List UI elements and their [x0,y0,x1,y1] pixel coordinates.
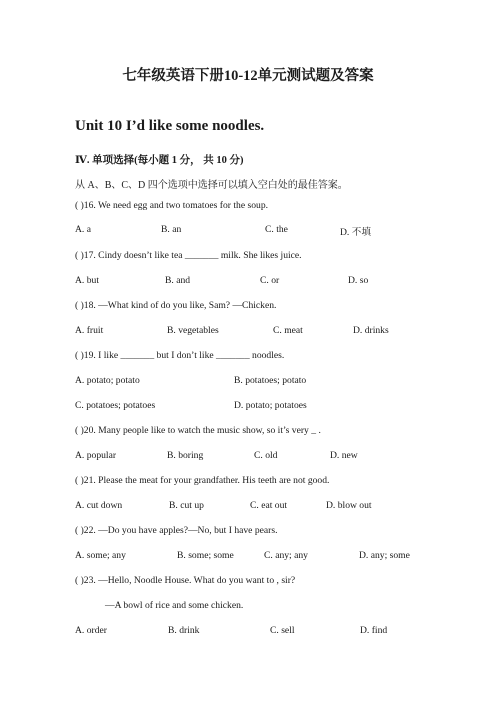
question-17-option-d: D. so [348,275,369,286]
instruction-text: 从 A、B、C、D 四个选项中选择可以填入空白处的最佳答案。 [75,180,348,191]
question-20-option-c: C. old [254,450,278,461]
question-19-option-d: D. potato; potatoes [234,400,307,411]
question-21-option-a: A. cut down [75,500,123,511]
question-22-option-c: C. any; any [264,550,308,561]
question-16-option-d: D. 不填 [340,227,371,238]
question-20-option-b: B. boring [167,450,204,461]
question-18-option-a: A. fruit [75,325,104,336]
question-17-option-b: B. and [165,275,191,286]
question-22-option-d: D. any; some [359,550,410,561]
question-17-option-c: C. or [260,275,280,286]
document-title: 七年级英语下册10-12单元测试题及答案 [122,68,374,84]
question-20-stem: ( )20. Many people like to watch the music show, so it’s very _ . [75,425,321,436]
question-22-option-a: A. some; any [75,550,126,561]
question-17-stem: ( )17. Cindy doesn’t like tea _______ milk. She likes juice. [75,250,302,261]
question-18-option-b: B. vegetables [167,325,219,336]
question-23-option-d: D. find [360,625,388,636]
question-18-stem: ( )18. —What kind of do you like, Sam? —Chicken. [75,300,277,311]
question-22-stem: ( )22. —Do you have apples?—No, but I have pears. [75,525,278,536]
question-16-option-a: A. a [75,224,91,235]
question-16-option-c: C. the [265,224,288,235]
question-18-option-d: D. drinks [353,325,389,336]
question-23-stem-reply: —A bowl of rice and some chicken. [105,600,244,611]
question-16-stem: ( )16. We need egg and two tomatoes for the soup. [75,200,269,211]
question-21-option-c: C. eat out [250,500,288,511]
section-heading: Ⅳ. 单项选择(每小题 1 分， 共 10 分) [75,155,244,166]
question-18-option-c: C. meat [273,325,303,336]
question-23-option-a: A. order [75,625,107,636]
question-16-option-b: B. an [161,224,182,235]
question-20-option-d: D. new [330,450,358,461]
question-21-stem: ( )21. Please the meat for your grandfather. His teeth are not good. [75,475,330,486]
question-19-option-a: A. potato; potato [75,375,140,386]
question-20-option-a: A. popular [75,450,117,461]
question-23-stem: ( )23. —Hello, Noodle House. What do you want to , sir? [75,575,296,586]
question-21-option-b: B. cut up [169,500,204,511]
unit-heading: Unit 10 I’d like some noodles. [75,118,265,134]
question-21-option-d: D. blow out [326,500,372,511]
question-17-option-a: A. but [75,275,99,286]
question-22-option-b: B. some; some [177,550,234,561]
question-19-option-b: B. potatoes; potato [234,375,307,386]
question-19-stem: ( )19. I like _______ but I don’t like _______ noodles. [75,350,285,361]
question-19-option-c: C. potatoes; potatoes [75,400,156,411]
question-23-option-b: B. drink [168,625,200,636]
question-23-option-c: C. sell [270,625,295,636]
